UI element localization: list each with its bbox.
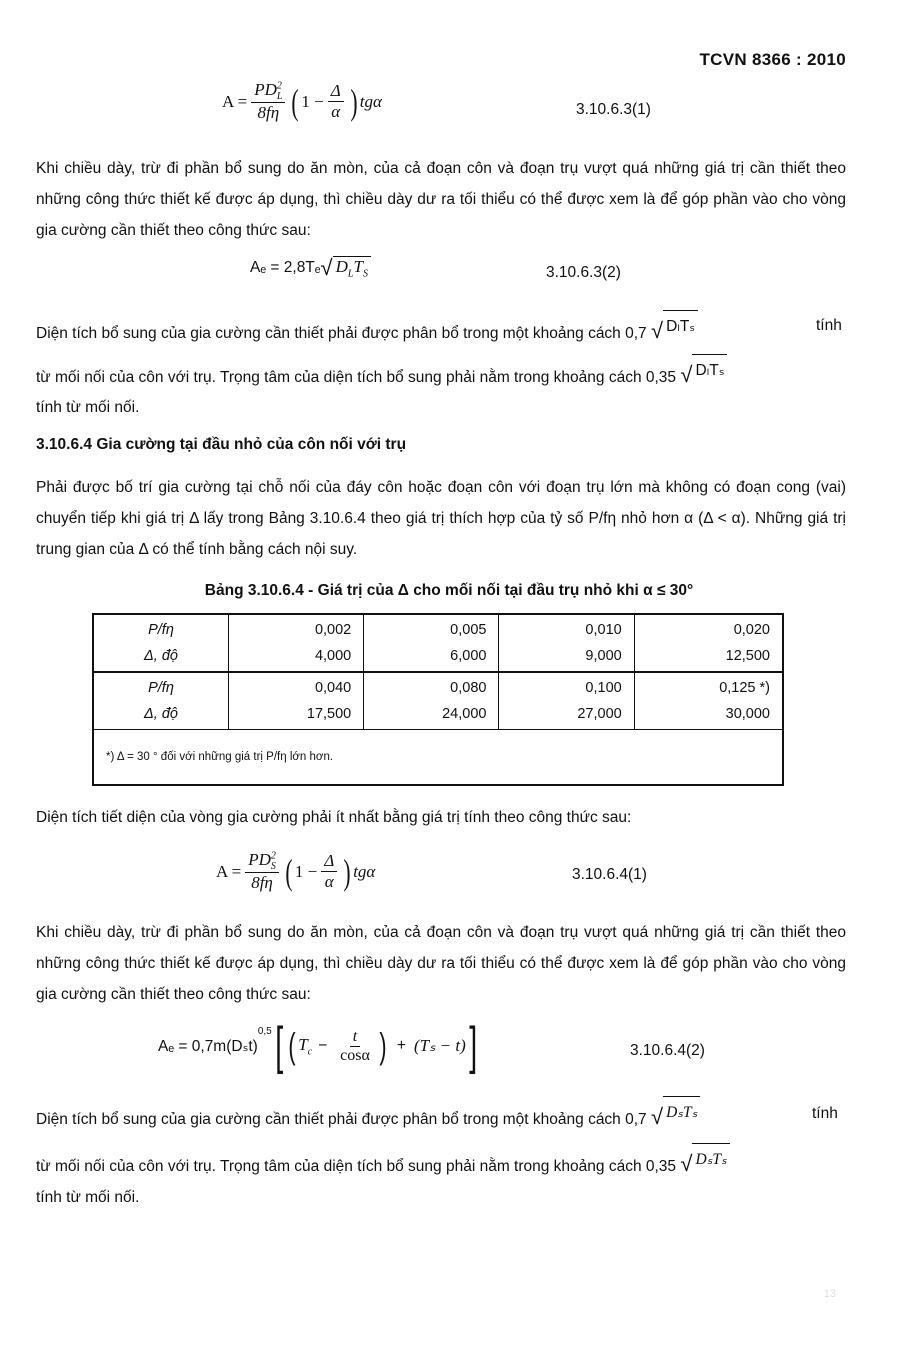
subscript: S [362,268,368,280]
radical-sign: √ [680,1151,693,1176]
fraction-denominator: 8fη [251,873,273,893]
paragraph-2-line-2 [36,354,846,393]
paragraph-3: Phải được bố trí gia cường tại chỗ nối của đáy côn hoặc đoạn côn với đoạn trụ lớn mà không có đoạn cong (vai) chuyển tiếp khi giá trị Δ lấy trong Bảng 3.10.6.4 theo giá trị thích hợp của tỷ số P/fη nhỏ hơn α (Δ < α). Những giá trị trung gian của Δ có thể tính bằng cách nội suy. [36,479,846,558]
sqrt-term [680,1143,729,1175]
formula-3-10-6-3-2 [250,256,371,279]
radical-sign: √ [680,362,693,387]
radicand: DₗTₛ [692,354,727,386]
text: từ mối nối của côn với trụ. Trọng tâm của diện tích bổ sung phải nằm trong khoảng cách 0,35 [36,1158,677,1175]
left-paren: ( [291,81,300,122]
formula-lhs: A = [222,91,248,111]
subscript: L [347,268,354,280]
delta-alpha-fraction [328,81,344,122]
table-cell [634,614,783,672]
radicand: DₛTₛ [692,1143,729,1175]
header-delta: Δ, độ [144,648,178,664]
paragraph-6-line-3: tính từ mối nối. [36,1189,140,1206]
paragraph-2-line-1 [36,310,796,349]
cell-delta: 24,000 [442,706,487,722]
formula-lhs: Aₑ = 0,7m(Dₛt) [158,1037,258,1055]
header-ratio: P/fη [148,622,174,638]
cell-ratio: 0,100 [585,680,622,696]
text: từ mối nối của côn với trụ. Trọng tâm của diện tích bổ sung phải nằm trong khoảng cách 0,35 [36,369,677,386]
formula-fraction [245,850,279,893]
cell-ratio: 0,040 [314,680,352,696]
formula-ref-1: 3.10.6.3(1) [576,101,651,118]
t-cos-fraction [337,1028,373,1065]
paragraph-6-line-2 [36,1143,846,1182]
table-footnote: *) Δ = 30 ° đối với những giá trị P/fη lớn hơn. [93,730,783,786]
alpha-denominator: α [331,102,341,122]
cell-ratio: 0,005 [450,622,487,638]
row-header [93,672,229,730]
tangent-term: tgα [359,91,382,111]
radical-sign: √ [650,1104,664,1129]
cell-delta: 27,000 [577,706,622,722]
right-bracket: ] [469,1017,477,1075]
right-paren: ) [350,81,358,122]
delta-table [92,613,784,786]
fraction-numerator: PD [248,850,271,869]
radical-sign: √ [320,255,333,281]
formula-ref-2: 3.10.6.3(2) [546,264,621,281]
cell-delta: 30,000 [725,706,770,722]
left-bracket: [ [274,1017,283,1075]
fraction-denominator: 8fη [257,103,280,123]
plus-sign: + [396,1037,406,1054]
radicand: DₛTₛ [663,1096,700,1128]
formula-ref-3: 3.10.6.4(1) [572,866,647,883]
fraction-denominator: cosα [340,1046,370,1064]
cell-delta: 6,000 [450,648,487,664]
cell-ratio: 0,125 *) [719,680,770,696]
one-minus: 1 − [294,861,318,881]
radicand: DₗTₛ [663,310,698,342]
cell-ratio: 0,020 [733,622,770,638]
table-caption: Bảng 3.10.6.4 - Giá trị của Δ cho mối nối tại đầu trụ nhỏ khi α ≤ 30° [204,582,694,599]
cell-delta: 17,500 [306,706,352,722]
document-header: TCVN 8366 : 2010 [699,50,846,69]
radical-sign: √ [650,318,664,343]
table-cell [229,614,364,672]
radicand-d: D [335,257,348,276]
fraction-numerator: t [350,1028,360,1047]
radicand-t: T [353,257,363,276]
fraction-numerator: PD [254,80,277,99]
sqrt-term [680,354,727,386]
table-cell [364,614,499,672]
ts-term: (Tₛ − t) [413,1036,466,1055]
table-cell [634,672,783,730]
table-cell [499,672,634,730]
cell-ratio: 0,002 [314,622,352,638]
cell-ratio: 0,010 [585,622,622,638]
formula-lhs: Aₑ = 2,8Tₑ [250,258,321,276]
delta-numerator: Δ [328,81,344,102]
table-cell [364,672,499,730]
formula-fraction [251,80,285,123]
paragraph-4: Diện tích tiết diện của vòng gia cường phải ít nhất bằng giá trị tính theo công thức sau: [36,809,632,826]
cell-ratio: 0,080 [450,680,487,696]
delta-numerator: Δ [321,851,337,872]
right-paren: ) [379,1025,387,1066]
paragraph-6-line-1 [36,1096,811,1135]
header-delta: Δ, độ [144,706,178,722]
tc-term: T [298,1034,308,1054]
cell-delta: 12,500 [725,648,770,664]
page-number: 13 [823,1288,836,1300]
sqrt-term [651,1096,700,1128]
cell-delta: 9,000 [585,648,622,664]
formula-lhs: A = [216,861,242,881]
paragraph-2-line-3: tính từ mối nối. [36,399,140,416]
subscript: L [276,91,283,103]
cell-delta: 4,000 [314,648,352,664]
text: Diện tích bổ sung của gia cường cần thiết phải được phân bổ trong một khoảng cách 0,7 [36,1111,647,1128]
left-paren: ( [285,851,293,892]
right-paren: ) [343,851,351,892]
formula-3-10-6-3-1 [222,80,382,123]
header-ratio: P/fη [148,680,174,696]
one-minus: 1 − [301,91,324,111]
formula-3-10-6-4-1 [216,850,375,893]
table-cell [499,614,634,672]
formula-ref-4: 3.10.6.4(2) [630,1042,705,1059]
section-heading: 3.10.6.4 Gia cường tại đầu nhỏ của côn nối với trụ [36,436,407,453]
table-note-row [93,730,783,786]
subscript: S [270,861,276,873]
tangent-term: tgα [353,861,376,881]
row-header [93,614,229,672]
minus-sign: − [318,1037,328,1054]
formula-3-10-6-4-2 [158,1017,480,1075]
table-row [93,672,783,730]
exponent: 2 [270,850,276,862]
table-cell [229,672,364,730]
text: Diện tích bổ sung của gia cường cần thiết phải được phân bổ trong một khoảng cách 0,7 [36,325,647,342]
subscript: c [307,1046,313,1058]
sqrt-term [321,256,371,279]
paragraph-5: Khi chiều dày, trừ đi phần bổ sung do ăn mòn, của cả đoạn côn và đoạn trụ vượt quá những giá trị cần thiết theo những công thức thiết kế được áp dụng, thì chiều dày dư ra tối thiểu có thể được xem là để góp phần vào cho vòng gia cường cần thiết theo công thức sau: [36,924,846,1003]
left-paren: ( [288,1025,296,1066]
alpha-denominator: α [324,872,334,892]
paragraph-1: Khi chiều dày, trừ đi phần bổ sung do ăn mòn, của cả đoạn côn và đoạn trụ vượt quá những giá trị cần thiết theo những công thức thiết kế được áp dụng, thì chiều dày dư ra tối thiểu có thể được xem là để góp phần vào cho vòng gia cường cần thiết theo công thức sau: [36,160,846,239]
exponent: 2 [276,80,282,92]
paragraph-2-end: tính [816,317,842,334]
table-row [93,614,783,672]
sqrt-term [651,310,698,342]
delta-alpha-fraction [321,851,337,892]
paragraph-6-end: tính [812,1105,838,1122]
exponent: 0,5 [257,1026,272,1037]
